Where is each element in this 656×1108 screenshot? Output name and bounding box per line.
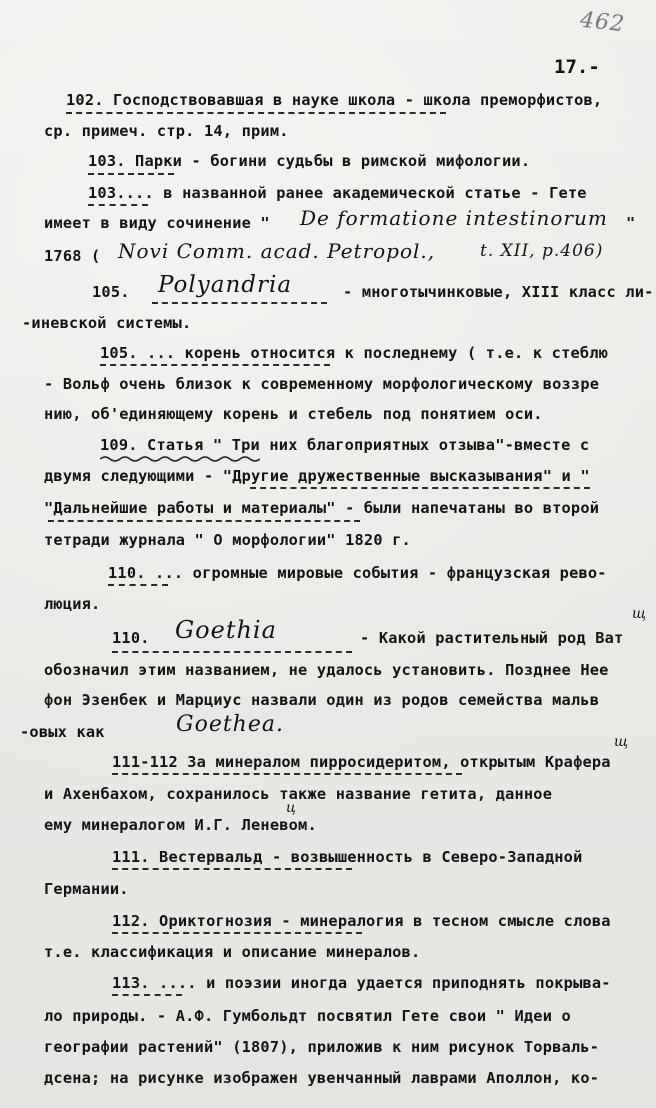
underline — [152, 302, 327, 304]
text-line: двумя следующими - "Другие дружественные высказывания" и " — [44, 467, 590, 485]
text-line: 103.... в названной ранее академической статье - Гете — [88, 184, 587, 202]
text-line: обозначил этим названием, не удалось установить. Позднее Нее — [44, 661, 609, 679]
text-line: ему минералогом И.Г. Леневом. — [44, 816, 317, 834]
underline — [112, 932, 362, 934]
text-line: ср. примеч. стр. 14, прим. — [44, 122, 289, 140]
handwritten-title: De formatione intestinorum — [300, 206, 608, 230]
page-number: 17.- — [554, 56, 600, 78]
text-line: 112. Ориктогнозия - минералогия в тесном смысле слова — [112, 912, 611, 930]
text-line: т.е. классификация и описание минералов. — [44, 943, 421, 961]
correction-mark: ц — [286, 800, 296, 816]
text-line: 103. Парки - богини судьбы в римской мифологии. — [88, 152, 531, 170]
underline — [112, 868, 352, 870]
text-line: Германии. — [44, 880, 129, 898]
underline — [88, 204, 148, 206]
text-line: географии растений" (1807), приложив к ним рисунок Торваль- — [44, 1038, 600, 1056]
text-line: дсена; на рисунке изображен увенчанный лаврами Аполлон, ко- — [44, 1069, 600, 1087]
text-line: тетради журнала " О морфологии" 1820 г. — [44, 531, 411, 549]
text-line: нию, об'единяющему корень и стебель под понятием оси. — [44, 405, 543, 423]
text-line: 105. ... корень относится к последнему ( т.е. к стеблю — [100, 344, 609, 362]
text-line: - многотычинковые, XIII класс ли- — [343, 283, 654, 301]
underline — [100, 364, 330, 366]
text-line: люция. — [44, 595, 101, 613]
underline — [112, 994, 182, 996]
underline — [112, 651, 352, 653]
text-line: 105. — [92, 283, 130, 301]
handwritten-citation: Novi Comm. acad. Petropol., — [118, 239, 436, 263]
underline — [88, 173, 174, 175]
text-line: 111-112 За минералом пирросидеритом, открытым Крафера — [112, 753, 611, 771]
handwritten-term: Goethea. — [176, 712, 284, 737]
text-line: и Ахенбахом, сохранилось также название гетита, данное — [44, 785, 553, 803]
underline — [112, 773, 462, 775]
text-line: 1768 ( — [44, 247, 101, 265]
text-line: 109. Статья " Три них благоприятных отзыва"-вместе с — [100, 436, 590, 454]
text-line: - Вольф очень близок к современному морфологическому воззре — [44, 375, 600, 393]
text-line: 110. ... огромные мировые события - французская рево- — [108, 564, 607, 582]
text-line: - Какой растительный род Ват — [360, 629, 624, 647]
text-line: фон Эзенбек и Марциус назвали один из родов семейства мальв — [44, 691, 600, 709]
text-line: "Дальнейшие работы и материалы" - были напечатаны во второй — [44, 499, 600, 517]
underline — [108, 584, 168, 586]
text-line: ло природы. - А.Ф. Гумбольдт посвятил Гете свои " Идеи о — [44, 1007, 571, 1025]
text-line: -овых как — [20, 723, 105, 741]
wavy-underline — [100, 455, 260, 463]
text-line: 111. Вестервальд - возвышенность в Северо-Западной — [112, 848, 583, 866]
correction-mark: щ — [614, 734, 629, 750]
underline — [250, 487, 590, 489]
text-line: 113. .... и поэзии иногда удается приподнять покрыва- — [112, 974, 611, 992]
text-line: 110. — [112, 629, 150, 647]
handwritten-term: Polyandria — [158, 272, 293, 298]
correction-mark: щ — [632, 606, 647, 622]
underline — [66, 112, 446, 114]
handwritten-term: Goethia — [175, 616, 277, 644]
text-line: 102. Господствовавшая в науке школа - школа преморфистов, — [66, 91, 603, 109]
text-line: " — [626, 214, 636, 232]
text-line: -иневской системы. — [22, 314, 192, 332]
archive-number: 462 — [578, 7, 627, 38]
text-line: имеет в виду сочинение " — [44, 214, 270, 232]
underline — [48, 520, 360, 522]
handwritten-volume: t. XII, p.406) — [480, 241, 604, 261]
